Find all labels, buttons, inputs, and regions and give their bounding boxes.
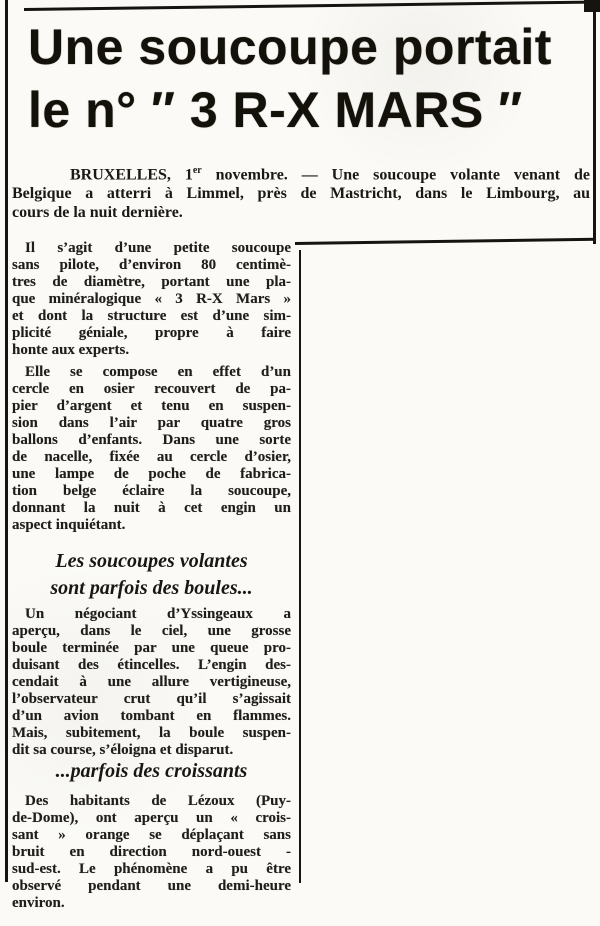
text-line: aspect inquiétant. [12, 517, 126, 533]
text-line: que minéralogique « 3 R-X Mars » [12, 291, 291, 307]
subheading-line: Les soucoupes volantes [55, 550, 248, 572]
text-line: Il s’agit d’une petite soucoupe [25, 240, 291, 256]
text-line: duisant des étincelles. L’engin des- [12, 657, 291, 673]
text-line: cercle en osier recouvert de pa- [12, 381, 291, 397]
lede-dateline: BRUXELLES, 1 [70, 166, 193, 184]
text-line: aperçu, dans le ciel, une grosse [12, 623, 291, 639]
text-line: de-Dome), ont aperçu un « crois- [12, 810, 291, 826]
lede-line: Belgique a atterri à Limmel, près de Mastricht, dans le Limbourg, au [12, 185, 590, 203]
text-line: sud-est. Le phénomène a pu être [12, 861, 291, 877]
text-line: sion dans l’air par quatre gros [12, 415, 291, 431]
paragraph-saucer-construction [12, 364, 291, 534]
paragraph-saucer-description [12, 240, 291, 359]
text-line: sant » orange se déplaçant sans [12, 827, 291, 843]
text-line: plicité géniale, propre à faire [12, 325, 291, 341]
lede-line: cours de la nuit dernière. [12, 204, 183, 222]
text-line: pier d’argent et tenu en suspen- [12, 398, 291, 414]
text-line: sans pilote, d’environ 80 centimè- [12, 257, 291, 273]
text-line: honte aux experts. [12, 342, 130, 358]
text-line: dit sa course, s’éloigna et disparut. [12, 742, 234, 758]
article-headline [28, 16, 594, 142]
text-line: une lampe de poche de fabrica- [12, 466, 291, 482]
text-line: ballons d’enfants. Dans une sorte [12, 432, 291, 448]
clipping-corner-ink-blob [584, 0, 600, 12]
text-line: de nacelle, fixée au cercle d’osier, [12, 449, 291, 465]
subheading-croissants: ...parfois des croissants [55, 760, 248, 782]
article-lede [12, 161, 590, 222]
headline-line-2: le n° ″ 3 R-X MARS ″ [28, 82, 523, 138]
text-line: d’un avion tombant en flammes. [12, 708, 291, 724]
text-line: Elle se compose en effet d’un [25, 364, 291, 380]
text-line: Un négociant d’Yssingeaux a [25, 606, 291, 622]
paragraph-lezoux-sighting [12, 793, 291, 912]
text-line: observé pendant une demi-heure [12, 878, 291, 894]
text-line: environ. [12, 895, 65, 911]
subheading-boules [12, 548, 291, 602]
lede-line-rest: novembre. — Une soucoupe volante venant de [201, 166, 590, 184]
text-line: l’observateur crut qu’il s’agissait [12, 691, 291, 707]
text-line: bruit en direction nord-ouest - [12, 844, 291, 860]
lede-line [12, 161, 590, 184]
clipping-frame-left-rule [5, 0, 8, 882]
text-line: et dont la structure est d’une sim- [12, 308, 291, 324]
text-line: Des habitants de Lézoux (Puy- [25, 793, 291, 809]
intro-bottom-divider-rule [295, 238, 596, 245]
headline-line-1: Une soucoupe portait [28, 19, 552, 75]
clipping-frame-top-rule [24, 0, 600, 11]
paragraph-yssingeaux-sighting [12, 606, 291, 759]
text-line: boule terminée par une queue pro- [12, 640, 291, 656]
text-line: cendait à une allure vertigineuse, [12, 674, 291, 690]
column-divider-rule [299, 250, 301, 883]
subheading-line: sont parfois des boules... [50, 577, 253, 599]
text-line: Mais, subitement, la boule suspen- [12, 725, 291, 741]
text-line: donnant la nuit à cet engin un [12, 500, 291, 516]
text-line: tion belge éclaire la soucoupe, [12, 483, 291, 499]
text-line: tres de diamètre, portant une pla- [12, 274, 291, 290]
dateline-ordinal-superscript: er [192, 165, 202, 176]
